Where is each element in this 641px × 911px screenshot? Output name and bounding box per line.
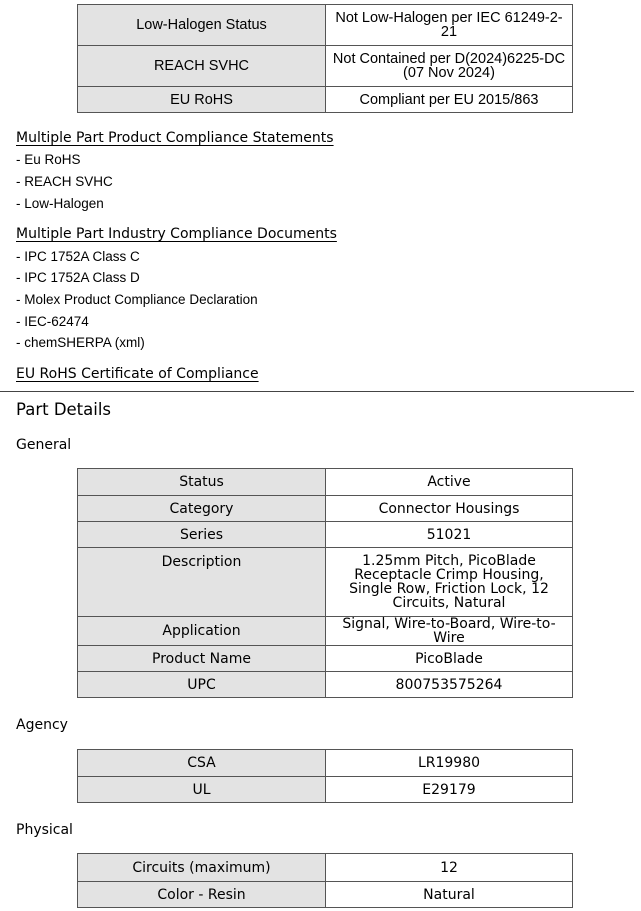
row-value: Not Low-Halogen per IEC 61249-2-21 — [326, 5, 573, 46]
row-key: Product Name — [78, 646, 326, 672]
table-row — [78, 522, 573, 548]
row-value: PicoBlade — [326, 646, 573, 672]
row-value: Compliant per EU 2015/863 — [326, 87, 573, 113]
agency-table — [77, 749, 573, 803]
row-value: 51021 — [326, 522, 573, 548]
row-value: Active — [326, 469, 573, 496]
table-row — [78, 87, 573, 113]
row-value: Natural — [326, 882, 573, 908]
row-key: EU RoHS — [78, 87, 326, 113]
table-row — [78, 5, 573, 46]
row-key: UL — [78, 777, 326, 803]
table-row — [78, 672, 573, 698]
row-value: Not Contained per D(2024)6225-DC (07 Nov 2024) — [326, 46, 573, 87]
row-key: Series — [78, 522, 326, 548]
statement-item[interactable]: - Low-Halogen — [16, 196, 104, 211]
agency-heading: Agency — [16, 717, 68, 733]
statement-item[interactable]: - REACH SVHC — [16, 174, 113, 189]
row-value: E29179 — [326, 777, 573, 803]
row-value: 1.25mm Pitch, PicoBlade Receptacle Crimp Housing, Single Row, Friction Lock, 12 Circuits, Natural — [326, 548, 573, 617]
physical-heading: Physical — [16, 822, 73, 838]
row-key: Color - Resin — [78, 882, 326, 908]
section-divider — [0, 391, 634, 392]
table-row — [78, 469, 573, 496]
table-row — [78, 46, 573, 87]
document-item[interactable]: - IEC-62474 — [16, 314, 89, 329]
row-key: Status — [78, 469, 326, 496]
table-row — [78, 882, 573, 908]
row-key: UPC — [78, 672, 326, 698]
row-key: Application — [78, 617, 326, 646]
table-row — [78, 854, 573, 882]
row-value: LR19980 — [326, 750, 573, 777]
row-value: Connector Housings — [326, 496, 573, 522]
row-value: 800753575264 — [326, 672, 573, 698]
row-value: Signal, Wire-to-Board, Wire-to-Wire — [326, 617, 573, 646]
table-row — [78, 750, 573, 777]
general-heading: General — [16, 437, 72, 453]
table-row — [78, 617, 573, 646]
table-row — [78, 646, 573, 672]
statement-item[interactable]: - Eu RoHS — [16, 152, 81, 167]
row-value: 12 — [326, 854, 573, 882]
document-item[interactable]: - chemSHERPA (xml) — [16, 335, 145, 350]
document-item[interactable]: - IPC 1752A Class C — [16, 249, 140, 264]
row-key: CSA — [78, 750, 326, 777]
row-key: Category — [78, 496, 326, 522]
compliance-table — [77, 4, 573, 113]
row-key: Circuits (maximum) — [78, 854, 326, 882]
document-item[interactable]: - Molex Product Compliance Declaration — [16, 292, 258, 307]
certificate-link[interactable]: EU RoHS Certificate of Compliance — [16, 366, 259, 382]
table-row — [78, 777, 573, 803]
row-key: Low-Halogen Status — [78, 5, 326, 46]
document-item[interactable]: - IPC 1752A Class D — [16, 270, 140, 285]
part-details-heading: Part Details — [16, 400, 112, 419]
statements-title-link[interactable]: Multiple Part Product Compliance Statements — [16, 130, 334, 146]
table-row — [78, 496, 573, 522]
row-key: REACH SVHC — [78, 46, 326, 87]
documents-title-link[interactable]: Multiple Part Industry Compliance Documents — [16, 226, 337, 242]
physical-table — [77, 853, 573, 908]
table-row — [78, 548, 573, 617]
general-table — [77, 468, 573, 698]
row-key: Description — [78, 548, 326, 617]
